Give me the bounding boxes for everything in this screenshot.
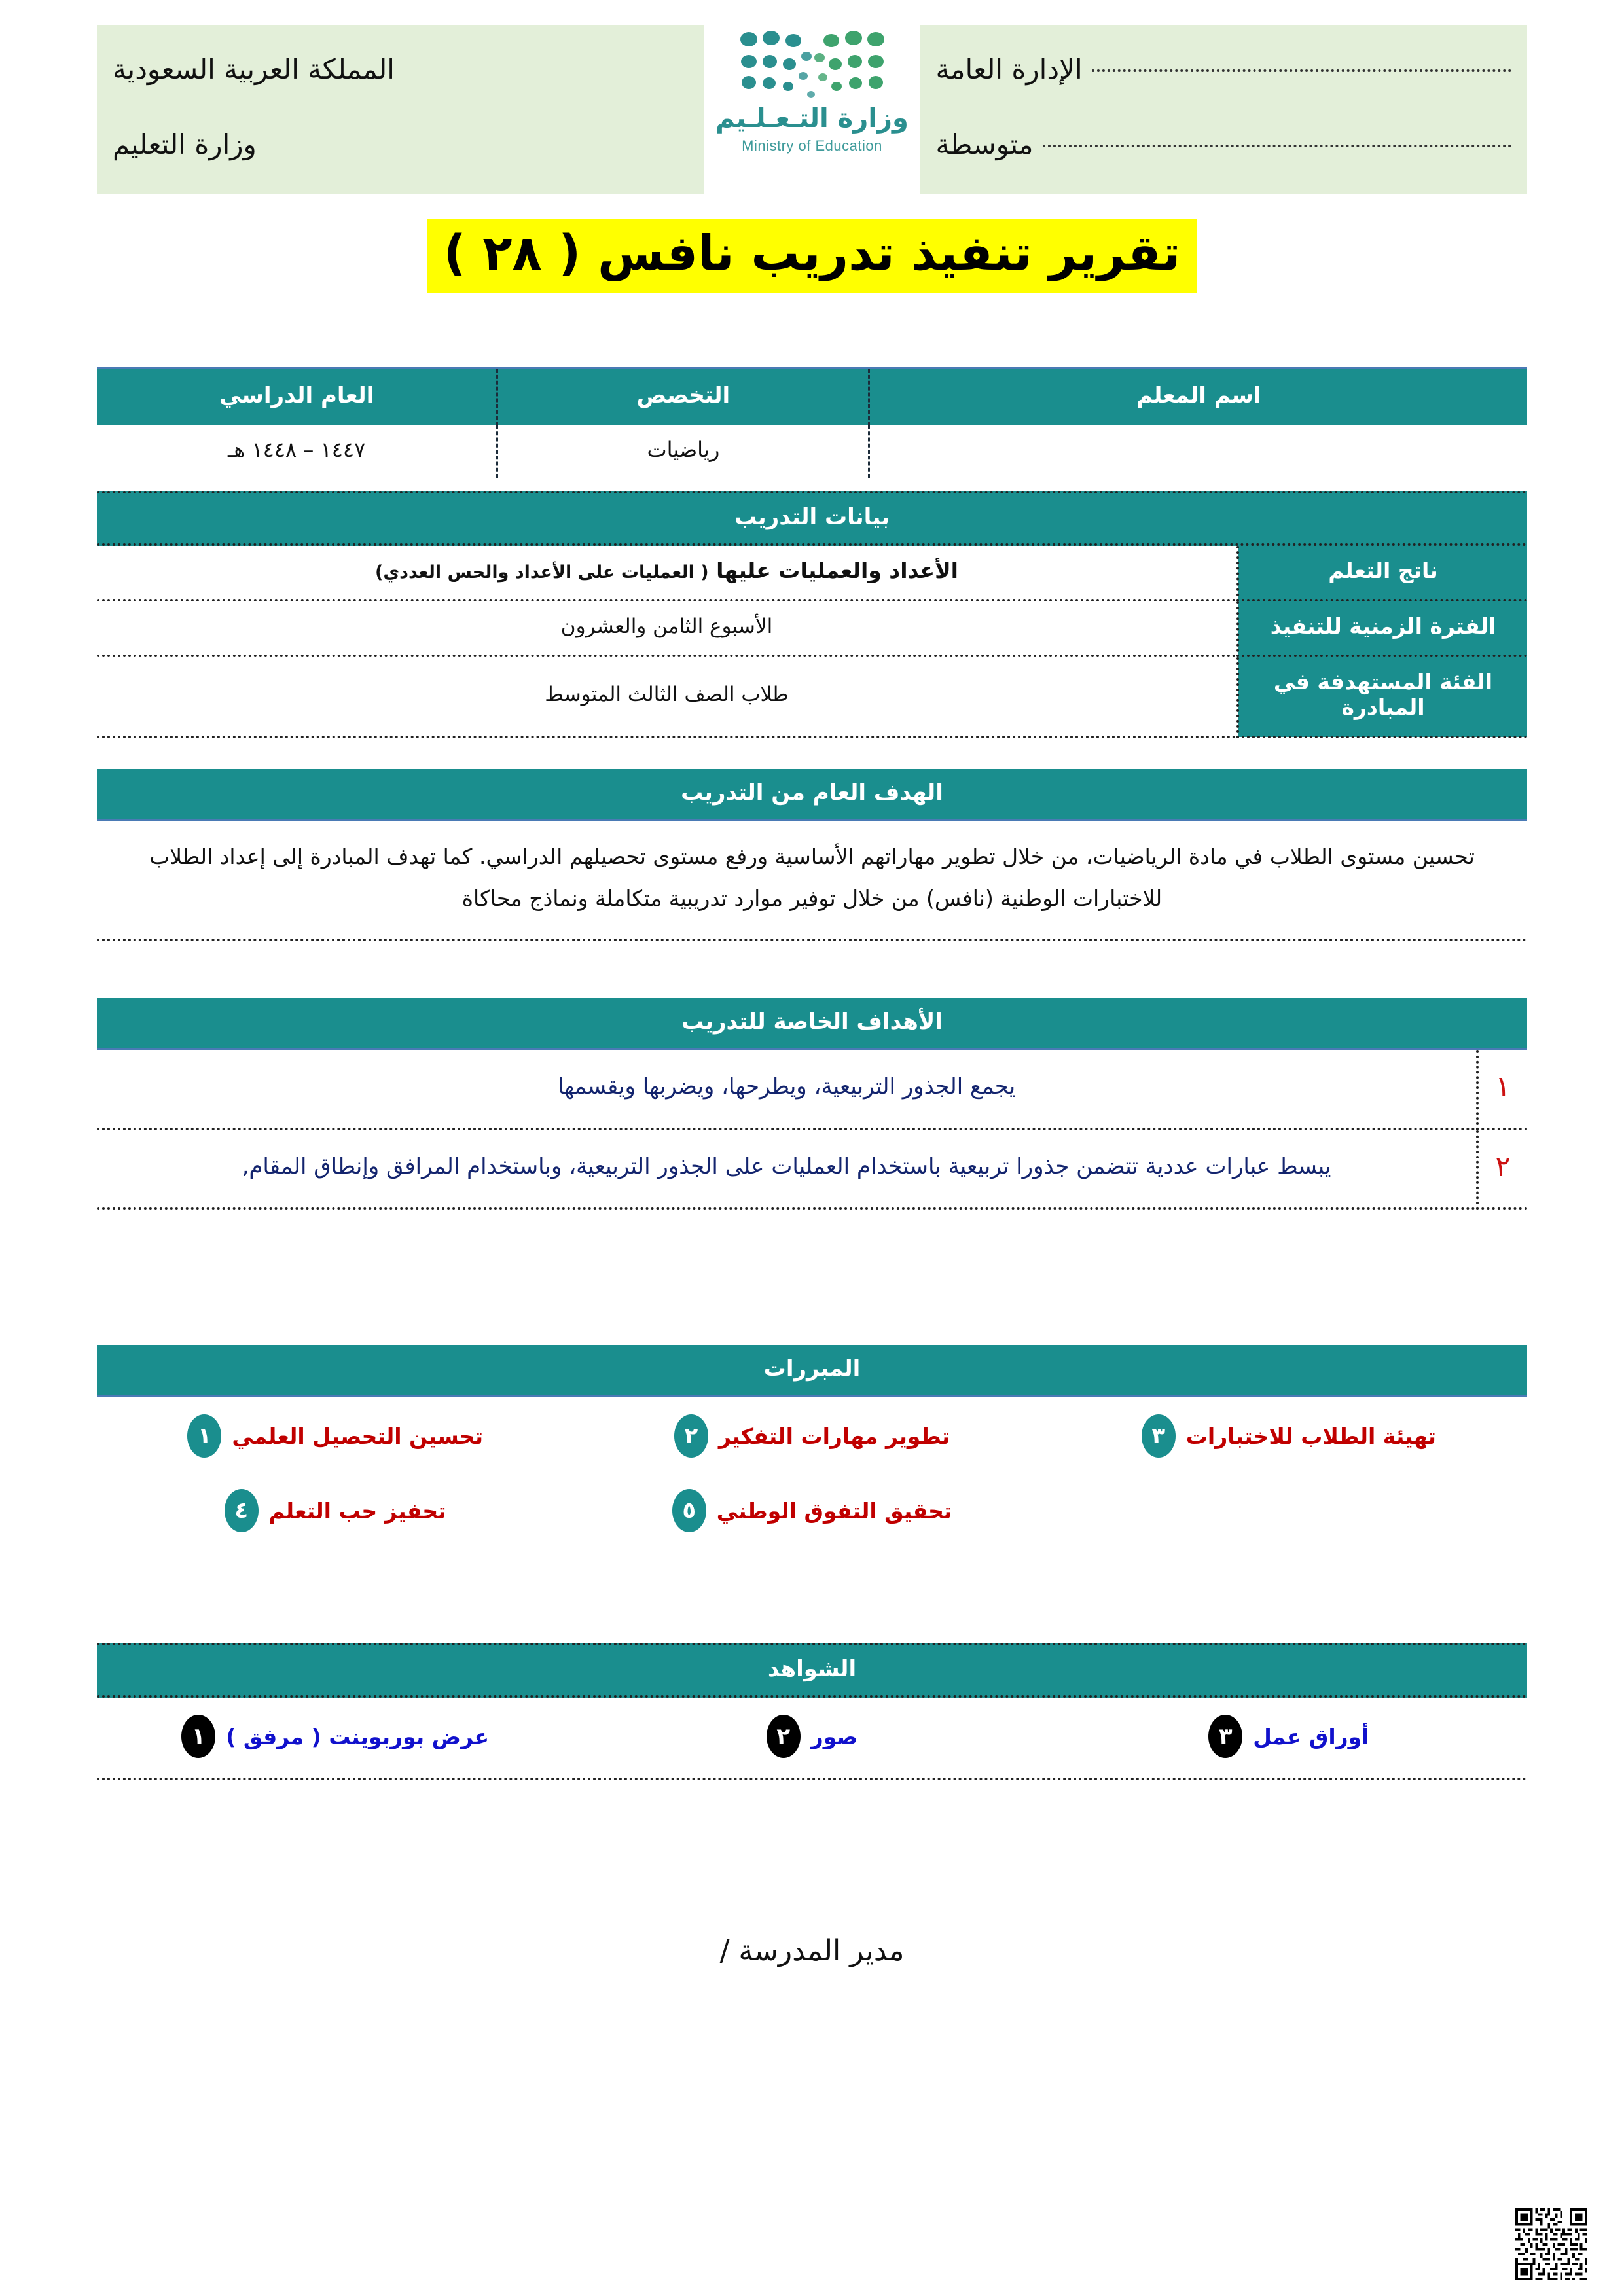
justification-label: تطوير مهارات التفكير — [718, 1423, 950, 1449]
info-table-value-row — [97, 425, 1527, 478]
justification-number-badge: ٢ — [674, 1414, 708, 1458]
admin-fill-line — [1092, 69, 1511, 72]
general-goal-block — [97, 769, 1527, 941]
school-fill-line — [1043, 145, 1511, 147]
justification-label: تحفيز حب التعلم — [268, 1498, 446, 1524]
justification-item — [97, 1489, 573, 1532]
evidence-item — [573, 1715, 1050, 1758]
justification-number-badge: ٤ — [225, 1489, 259, 1532]
specific-goal-number: ٢ — [1477, 1129, 1527, 1209]
justification-label: تهيئة الطلاب للاختبارات — [1185, 1423, 1436, 1449]
specific-goals-section-title: الأهداف الخاصة للتدريب — [97, 998, 1527, 1050]
general-goal-text: تحسين مستوى الطلاب في مادة الرياضيات، من خلال تطوير مهاراتهم الأساسية ورفع مستوى تحصيلهم الدراسي. كما تهدف المبادرة إلى إعداد الطلاب للاختبارات الوطنية (نافس) من خلال توفير موارد تدريبية متكاملة ونماذج محاكاة — [97, 821, 1527, 941]
ministry-palm-dots-icon — [737, 29, 888, 102]
qr-code-icon — [1515, 2208, 1587, 2280]
justification-item — [573, 1414, 1050, 1458]
training-data-table — [97, 546, 1527, 738]
ministry-label: وزارة التعليم — [113, 128, 257, 160]
training-data-block — [97, 491, 1527, 738]
specific-goals-block — [97, 998, 1527, 1210]
info-header-specialty: التخصص — [497, 368, 869, 425]
specific-goal-text: يبسط عبارات عددية تتضمن جذورا تربيعية باستخدام العمليات على الجذور التربيعية، وباستخدام المرافق وإنطاق المقام, — [97, 1129, 1477, 1209]
info-table-header-row — [97, 368, 1527, 425]
evidence-label: أوراق عمل — [1253, 1723, 1369, 1749]
justification-item — [1051, 1414, 1527, 1458]
evidence-block — [97, 1643, 1527, 1780]
info-header-teacher: اسم المعلم — [869, 368, 1527, 425]
justification-number-badge: ٣ — [1142, 1414, 1176, 1458]
evidence-item — [97, 1715, 573, 1758]
info-value-specialty[interactable]: رياضيات — [497, 425, 869, 478]
justifications-block — [97, 1345, 1527, 1547]
evidence-label: عرض بوربوينت ( مرفق ) — [226, 1723, 490, 1749]
value-learning-outcome[interactable] — [97, 546, 1238, 600]
training-row-period — [97, 600, 1527, 656]
justification-label: تحسين التحصيل العلمي — [232, 1423, 483, 1449]
label-target-group: الفئة المستهدفة في المبادرة — [1238, 656, 1527, 737]
admin-label: الإدارة العامة — [935, 53, 1083, 85]
specific-goal-row — [97, 1050, 1527, 1129]
justification-number-badge: ١ — [187, 1414, 221, 1458]
logo-wrap — [715, 29, 909, 154]
evidence-row — [97, 1698, 1527, 1780]
evidence-section-title: الشواهد — [97, 1643, 1527, 1698]
header-school-row — [936, 124, 1512, 165]
header-admin-row — [936, 48, 1512, 90]
justification-item — [573, 1489, 1050, 1532]
evidence-item — [1051, 1715, 1527, 1758]
specific-goal-number: ١ — [1477, 1050, 1527, 1129]
label-time-period: الفترة الزمنية للتنفيذ — [1238, 600, 1527, 656]
justification-number-badge: ٥ — [672, 1489, 706, 1532]
justification-item — [97, 1414, 573, 1458]
logo-arabic-wordmark: وزارة التـعـلـيم — [715, 103, 909, 134]
evidence-number-badge: ٣ — [1208, 1715, 1242, 1758]
title-band — [0, 219, 1624, 293]
value-target-group[interactable]: طلاب الصف الثالث المتوسط — [97, 656, 1238, 737]
header-left-column — [920, 25, 1528, 194]
specific-goal-text: يجمع الجذور التربيعية، ويطرحها، ويضربها ويقسمها — [97, 1050, 1477, 1129]
info-value-year[interactable]: ١٤٤٧ – ١٤٤٨ هـ — [97, 425, 497, 478]
justification-label: تحقيق التفوق الوطني — [716, 1498, 952, 1524]
info-table-block — [97, 367, 1527, 478]
specific-goal-row — [97, 1129, 1527, 1209]
label-learning-outcome: ناتج التعلم — [1238, 546, 1527, 600]
header-kingdom-row — [113, 48, 689, 90]
info-table — [97, 367, 1527, 478]
document-header — [97, 25, 1527, 194]
evidence-number-badge: ٢ — [767, 1715, 801, 1758]
justifications-section-title: المبررات — [97, 1345, 1527, 1397]
training-row-target — [97, 656, 1527, 737]
justifications-row-one — [97, 1397, 1527, 1472]
evidence-number-badge: ١ — [181, 1715, 215, 1758]
ministry-logo — [704, 25, 920, 194]
value-learning-outcome-main: الأعداد والعمليات عليها — [716, 558, 958, 583]
header-right-column — [97, 25, 704, 194]
training-data-section-title: بيانات التدريب — [97, 491, 1527, 546]
evidence-label: صور — [810, 1723, 858, 1749]
value-time-period[interactable]: الأسبوع الثامن والعشرون — [97, 600, 1238, 656]
page-title: تقرير تنفيذ تدريب نافس ( ٢٨ ) — [427, 219, 1198, 293]
kingdom-label: المملكة العربية السعودية — [113, 53, 395, 85]
general-goal-section-title: الهدف العام من التدريب — [97, 769, 1527, 821]
info-header-year: العام الدراسي — [97, 368, 497, 425]
principal-signature-line: مدير المدرسة / — [719, 1934, 905, 1967]
training-row-outcome — [97, 546, 1527, 600]
info-value-teacher[interactable] — [869, 425, 1527, 478]
header-ministry-row — [113, 124, 689, 165]
logo-english-wordmark: Ministry of Education — [742, 137, 882, 154]
justifications-row-two — [97, 1472, 1527, 1547]
school-label: متوسطة — [935, 128, 1034, 160]
specific-goals-table — [97, 1050, 1527, 1210]
value-learning-outcome-sub: ( العمليات على الأعداد والحس العددي) — [375, 562, 709, 583]
